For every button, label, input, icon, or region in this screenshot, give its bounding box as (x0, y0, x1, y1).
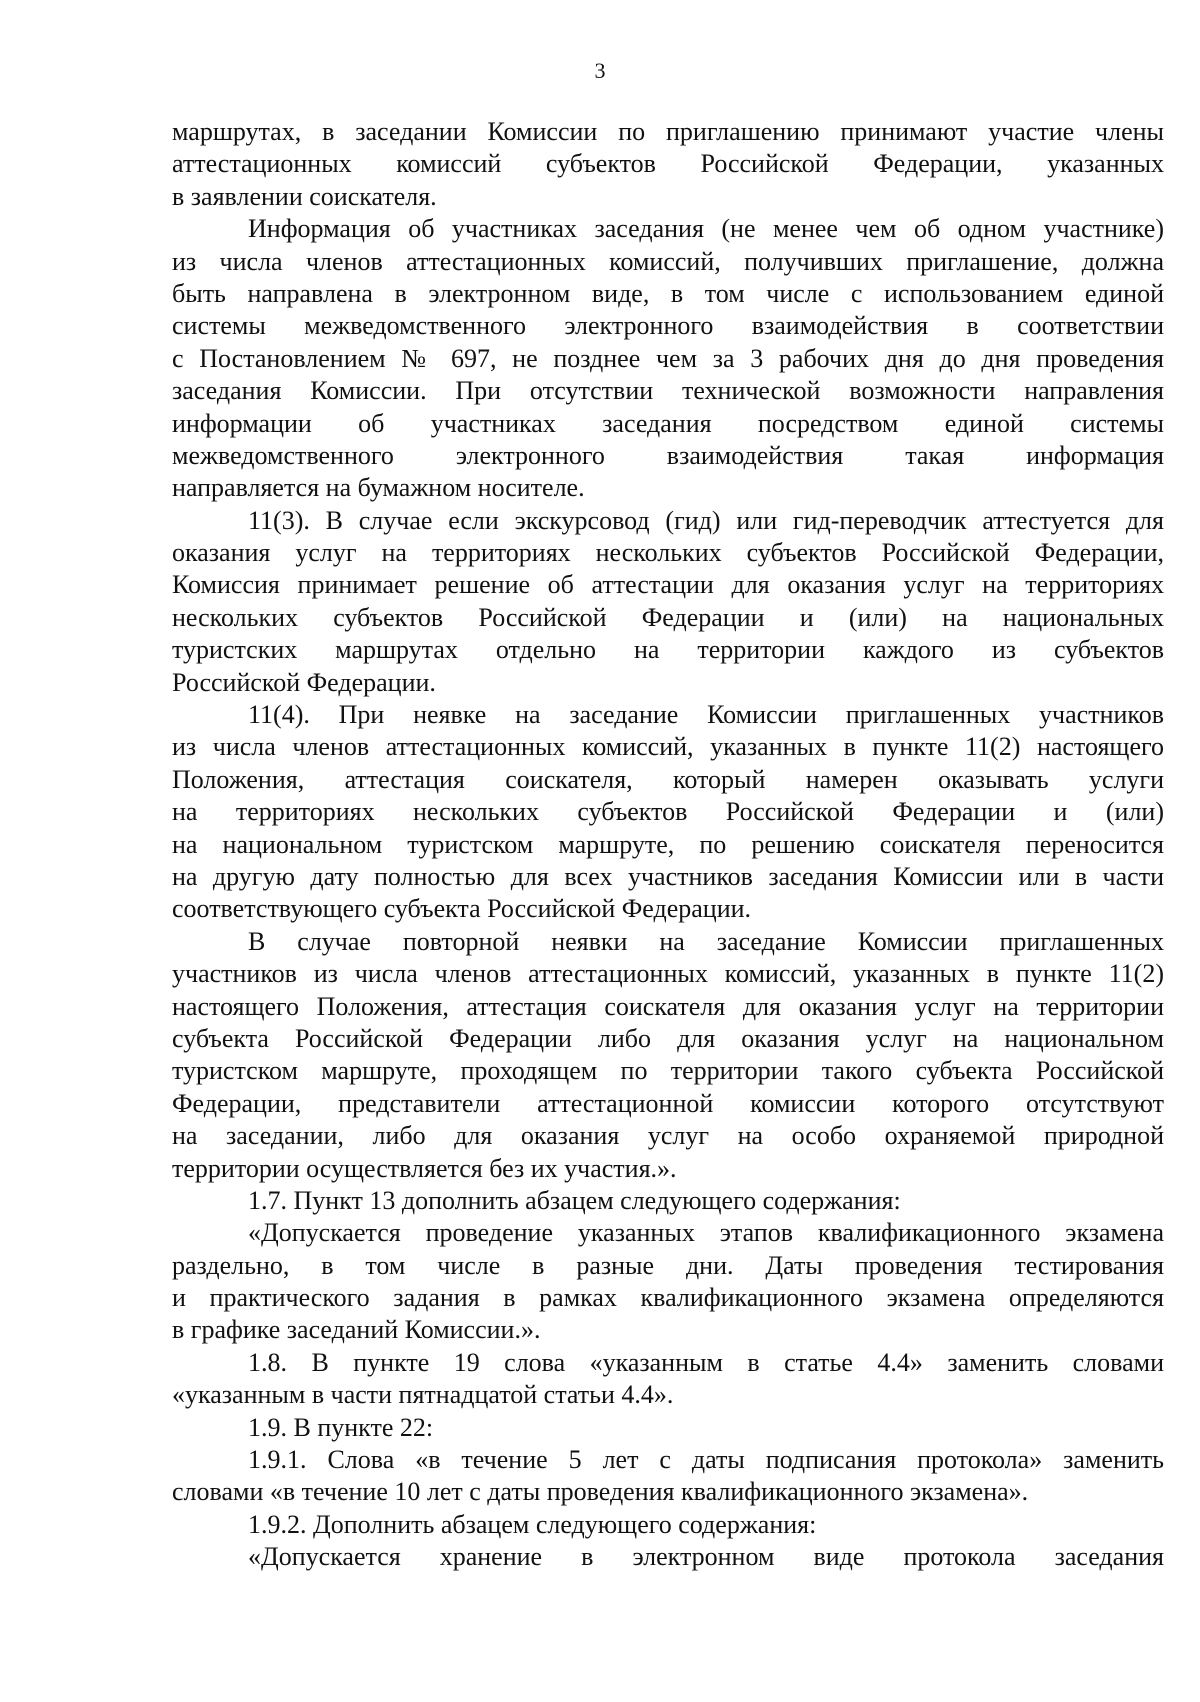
text-line: 1.9. В пункте 22: (248, 1412, 434, 1442)
text-line: 1.9.2. Дополнить абзацем следующего содержания: (248, 1509, 817, 1539)
text-line: на территориях нескольких субъектов Российской Федерации и (или) (172, 797, 1164, 827)
text-line: маршрутах, в заседании Комиссии по приглашению принимают участие члены (172, 117, 1164, 146)
text-line: 11(3). В случае если экскурсовод (гид) или гид-переводчик аттестуется для (248, 505, 1164, 535)
text-line: системы межведомственного электронного взаимодействия в соответствии (172, 311, 1164, 341)
text-line: Российской Федерации. (172, 667, 436, 697)
text-line: быть направлена в электронном виде, в том числе с использованием единой (172, 278, 1164, 308)
document-body (172, 116, 1164, 1574)
text-line: туристских маршрутах отдельно на территории каждого из субъектов (172, 635, 1164, 665)
text-line: в заявлении соискателя. (172, 181, 437, 211)
text-line: направляется на бумажном носителе. (172, 473, 585, 503)
text-line: на другую дату полностью для всех участников заседания Комиссии или в части (172, 861, 1164, 891)
text-line: заседания Комиссии. При отсутствии технической возможности направления (172, 376, 1164, 406)
text-line: Комиссия принимает решение об аттестации для оказания услуг на территориях (172, 570, 1164, 600)
text-line: «Допускается хранение в электронном виде протокола заседания (248, 1542, 1164, 1572)
text-line: на заседании, либо для оказания услуг на особо охраняемой природной (172, 1121, 1164, 1151)
text-line: Информация об участниках заседания (не менее чем об одном участнике) (248, 214, 1164, 244)
text-line: соответствующего субъекта Российской Федерации. (172, 894, 752, 924)
text-line: «указанным в части пятнадцатой статьи 4.4». (172, 1380, 674, 1410)
text-line: «Допускается проведение указанных этапов квалификационного экзамена (248, 1218, 1164, 1248)
text-line: субъекта Российской Федерации либо для оказания услуг на национальном (172, 1023, 1164, 1053)
text-line: словами «в течение 10 лет с даты проведения квалификационного экзамена». (172, 1477, 1029, 1507)
text-line: оказания услуг на территориях нескольких субъектов Российской Федерации, (172, 538, 1164, 568)
text-line: информации об участниках заседания посредством единой системы (172, 408, 1164, 438)
text-line: В случае повторной неявки на заседание Комиссии приглашенных (248, 926, 1164, 956)
text-line: участников из числа членов аттестационных комиссий, указанных в пункте 11(2) (172, 959, 1164, 989)
text-line: межведомственного электронного взаимодействия такая информация (172, 440, 1164, 470)
text-line: 11(4). При неявке на заседание Комиссии приглашенных участников (248, 700, 1164, 730)
text-line: на национальном туристском маршруте, по решению соискателя переносится (172, 829, 1164, 859)
text-line: из числа членов аттестационных комиссий, получивших приглашение, должна (172, 246, 1164, 276)
text-line: туристском маршруте, проходящем по территории такого субъекта Российской (172, 1056, 1164, 1086)
text-line: раздельно, в том числе в разные дни. Даты проведения тестирования (172, 1250, 1164, 1280)
text-line: нескольких субъектов Российской Федерации и (или) на национальных (172, 602, 1164, 632)
text-line: аттестационных комиссий субъектов Российской Федерации, указанных (172, 149, 1164, 179)
text-line: 1.9.1. Слова «в течение 5 лет с даты подписания протокола» заменить (248, 1445, 1164, 1475)
text-line: 1.7. Пункт 13 дополнить абзацем следующего содержания: (248, 1185, 901, 1215)
text-line: 1.8. В пункте 19 слова «указанным в статье 4.4» заменить словами (248, 1347, 1164, 1377)
text-line: Федерации, представители аттестационной комиссии которого отсутствуют (172, 1088, 1164, 1118)
text-line: и практического задания в рамках квалификационного экзамена определяются (172, 1283, 1164, 1313)
text-line: территории осуществляется без их участия.». (172, 1153, 677, 1183)
text-line: настоящего Положения, аттестация соискателя для оказания услуг на территории (172, 991, 1164, 1021)
text-line: из числа членов аттестационных комиссий, указанных в пункте 11(2) настоящего (172, 732, 1164, 762)
page-number: 3 (594, 58, 606, 83)
text-line: Положения, аттестация соискателя, который намерен оказывать услуги (172, 764, 1164, 794)
text-line: с Постановлением № 697, не позднее чем за 3 рабочих дня до дня проведения (172, 343, 1164, 373)
text-line: в графике заседаний Комиссии.». (172, 1315, 541, 1345)
